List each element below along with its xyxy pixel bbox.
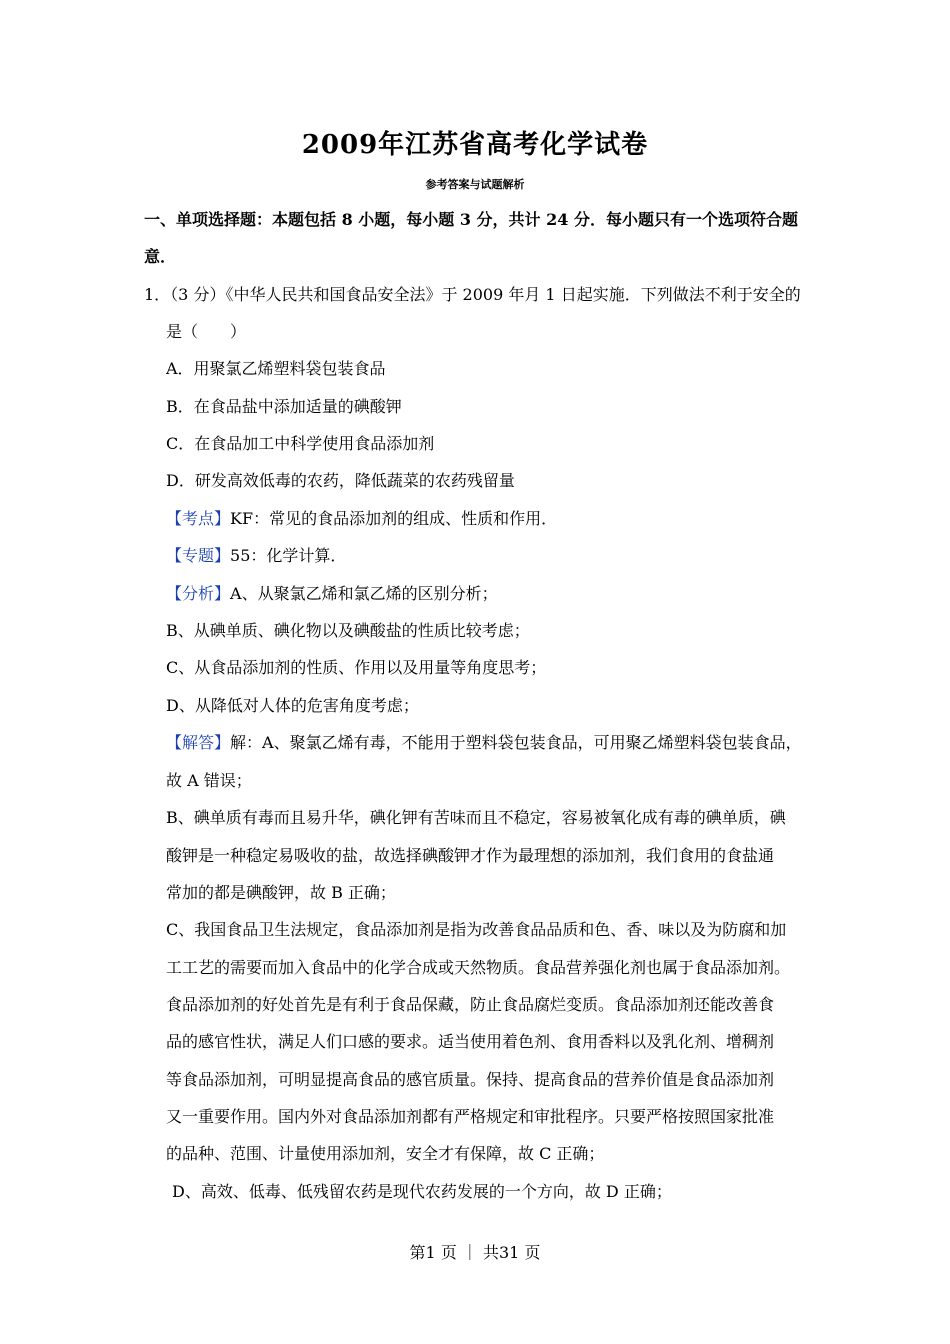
zhuanti-line [166, 545, 346, 567]
kaodian-text: KF：常见的食品添加剂的组成、性质和作用． [230, 509, 558, 528]
jieda-line: D、高效、低毒、低残留农药是现代农药发展的一个方向，故 D 正确； [172, 1182, 672, 1201]
zhuanti-tag: 【专题】 [166, 546, 231, 565]
jieda-line: C、我国食品卫生法规定，食品添加剂是指为改善食品品质和色、香、味以及为防腐和加 [166, 920, 787, 939]
jieda-line: 又一重要作用。国内外对食品添加剂都有严格规定和审批程序。只要严格按照国家批准 [166, 1107, 775, 1126]
section-heading: 一、单项选择题：本题包括 8 小题，每小题 3 分，共计 24 分．每小题只有一个选项符合题 [144, 210, 798, 229]
fenxi-text-c: C、从食品添加剂的性质、作用以及用量等角度思考； [166, 658, 547, 677]
fenxi-text-b: B、从碘单质、碘化物以及碘酸盐的性质比较考虑； [166, 621, 530, 640]
jieda-line: 故 A 错误； [166, 771, 252, 790]
fenxi-text-a: A、从聚氯乙烯和氯乙烯的区别分析； [230, 584, 498, 603]
jieda-line: 酸钾是一种稳定易吸收的盐，故选择碘酸钾才作为最理想的添加剂，我们食用的食盐通 [166, 846, 775, 865]
question-stem: 1．（3 分）《中华人民共和国食品安全法》于 2009 年月 1 日起实施．下列做法不利于安全的 [144, 285, 801, 304]
option-d: D．研发高效低毒的农药，降低蔬菜的农药残留量 [166, 471, 515, 490]
jieda-tag: 【解答】 [166, 733, 231, 752]
jieda-line: 常加的都是碘酸钾，故 B 正确； [166, 883, 396, 902]
section-heading-cont: 意． [144, 247, 177, 266]
option-a: A．用聚氯乙烯塑料袋包装食品 [166, 359, 386, 378]
kaodian-tag: 【考点】 [166, 509, 231, 528]
jieda-line: 工工艺的需要而加入食品中的化学合成或天然物质。食品营养强化剂也属于食品添加剂。 [166, 958, 791, 977]
jieda-line: B、碘单质有毒而且易升华，碘化钾有苦味而且不稳定，容易被氧化成有毒的碘单质，碘 [166, 808, 786, 827]
kaodian-line [166, 508, 557, 530]
question-stem-cont: 是（ ） [166, 322, 247, 341]
fenxi-text-d: D、从降低对人体的危害角度考虑； [166, 696, 419, 715]
jieda-line: 品的感官性状，满足人们口感的要求。适当使用着色剂、食用香料以及乳化剂、增稠剂 [166, 1032, 775, 1051]
jieda-text: 解：A、聚氯乙烯有毒，不能用于塑料袋包装食品，可用聚乙烯塑料袋包装食品， [230, 733, 802, 752]
jieda-line [166, 732, 802, 754]
page-title: 2009年江苏省高考化学试卷 [301, 130, 649, 160]
jieda-line: 食品添加剂的好处首先是有利于食品保藏，防止食品腐烂变质。食品添加剂还能改善食 [166, 995, 775, 1014]
zhuanti-text: 55：化学计算． [230, 546, 347, 565]
jieda-line: 的品种、范围、计量使用添加剂，安全才有保障，故 C 正确； [166, 1144, 605, 1163]
option-c: C．在食品加工中科学使用食品添加剂 [166, 434, 435, 453]
fenxi-line [166, 583, 498, 605]
jieda-line: 等食品添加剂，可明显提高食品的感官质量。保持、提高食品的营养价值是食品添加剂 [166, 1070, 775, 1089]
fenxi-tag: 【分析】 [166, 584, 231, 603]
page-footer: 第1 页 ｜ 共31 页 [409, 1243, 541, 1262]
page-subtitle: 参考答案与试题解析 [425, 178, 525, 191]
option-b: B．在食品盐中添加适量的碘酸钾 [166, 397, 402, 416]
